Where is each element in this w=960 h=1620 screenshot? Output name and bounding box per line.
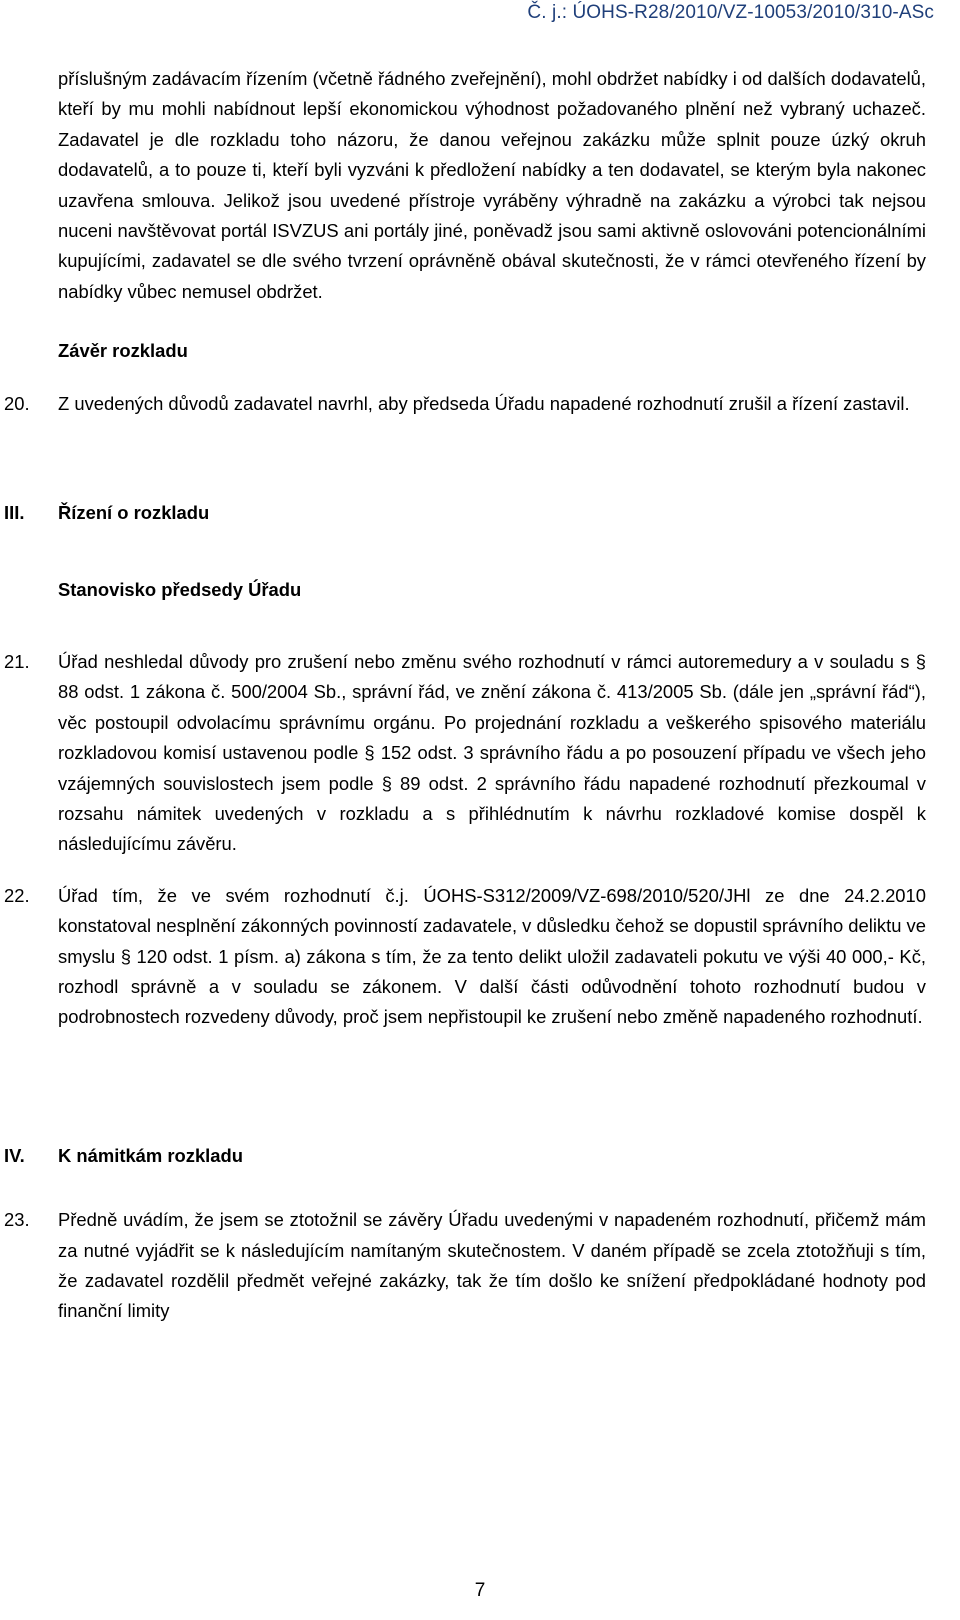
paragraph-number: 21.	[4, 650, 30, 672]
conclusion-heading: Závěr rozkladu	[58, 340, 188, 362]
paragraph-text: Úřad neshledal důvody pro zrušení nebo změnu svého rozhodnutí v rámci autoremedury a v souladu s § 88 odst. 1 zákona č. 500/2004 Sb., správní řád, ve znění zákona č. 413/2005 Sb. (dále jen „správní řád“), věc postoupil odvolacímu správnímu orgánu. Po projednání rozkladu a veškerého spisového materiálu rozkladovou komisí ustavenou podle § 152 odst. 3 správního řádu a po posouzení případu ve všech jeho vzájemných souvislostech jsem podle § 89 odst. 2 správního řádu napadené rozhodnutí přezkoumal v rozsahu námitek uvedených v rozkladu a s přihlédnutím k návrhu rozkladové komise dospěl k následujícímu závěru.	[58, 650, 926, 855]
section-heading-3	[4, 498, 926, 528]
page-number: 7	[474, 1580, 486, 1601]
section-roman-numeral: IV.	[4, 1144, 25, 1166]
document-body	[4, 64, 926, 1327]
paragraph-number: 22.	[4, 884, 30, 906]
intro-paragraph: příslušným zadávacím řízením (včetně řádného zveřejnění), mohl obdržet nabídky i od dalších dodavatelů, kteří by mu mohli nabídnout lepší ekonomickou výhodnost požadovaného plnění než vybraný uchazeč. Zadavatel je dle rozkladu toho názoru, že danou veřejnou zakázku může splnit pouze úzký okruh dodavatelů, a to pouze ti, kteří byli vyzváni k předložení nabídky a ten dodavatel, se kterým byla nakonec uzavřena smlouva. Jelikož jsou uvedené přístroje vyráběny výhradně na zakázku a výrobci tak nejsou nuceni navštěvovat portál ISVZUS ani portály jiné, poněvadž jsou sami aktivně oslovováni potencionálními kupujícími, zadavatel se dle svého tvrzení oprávněně obával skutečnosti, že v rámci otevřeného řízení by nabídky vůbec nemusel obdržet.	[58, 68, 926, 302]
paragraph-text: Z uvedených důvodů zadavatel navrhl, aby předseda Úřadu napadené rozhodnutí zrušil a řízení zastavil.	[58, 392, 910, 414]
paragraph-text: Předně uvádím, že jsem se ztotožnil se závěry Úřadu uvedenými v napadeném rozhodnutí, přičemž mám za nutné vyjádřit se k následujícím namítaným skutečnostem. V daném případě se zcela ztotožňuji s tím, že zadavatel rozdělil předmět veřejné zakázky, tak že tím došlo ke snížení předpokládané hodnoty pod finanční limity	[58, 1209, 926, 1322]
section-heading-4	[4, 1141, 926, 1171]
paragraph-number: 20.	[4, 392, 30, 414]
document-reference: Č. j.: ÚOHS-R28/2010/VZ-10053/2010/310-ASc	[527, 2, 934, 23]
section-subtitle: Stanovisko předsedy Úřadu	[58, 579, 302, 601]
paragraph-20	[4, 389, 926, 419]
section-title: K námitkám rozkladu	[58, 1144, 243, 1166]
paragraph-21	[4, 647, 926, 860]
paragraph-number: 23.	[4, 1209, 30, 1231]
paragraph-22	[4, 881, 926, 1033]
paragraph-23	[4, 1205, 926, 1327]
paragraph-text: Úřad tím, že ve svém rozhodnutí č.j. ÚOHS-S312/2009/VZ-698/2010/520/JHl ze dne 24.2.2010 konstatoval nesplnění zákonných povinností zadavatele, v důsledku čehož se dopustil správního deliktu ve smyslu § 120 odst. 1 písm. a) zákona s tím, že za tento delikt uložil zadavateli pokutu ve výši 40 000,- Kč, rozhodl správně a v souladu se zákonem. V další části odůvodnění tohoto rozhodnutí budou v podrobnostech rozvedeny důvody, proč jsem nepřistoupil ke zrušení nebo změně napadeného rozhodnutí.	[58, 884, 926, 1028]
section-title: Řízení o rozkladu	[58, 502, 210, 524]
section-roman-numeral: III.	[4, 502, 25, 524]
